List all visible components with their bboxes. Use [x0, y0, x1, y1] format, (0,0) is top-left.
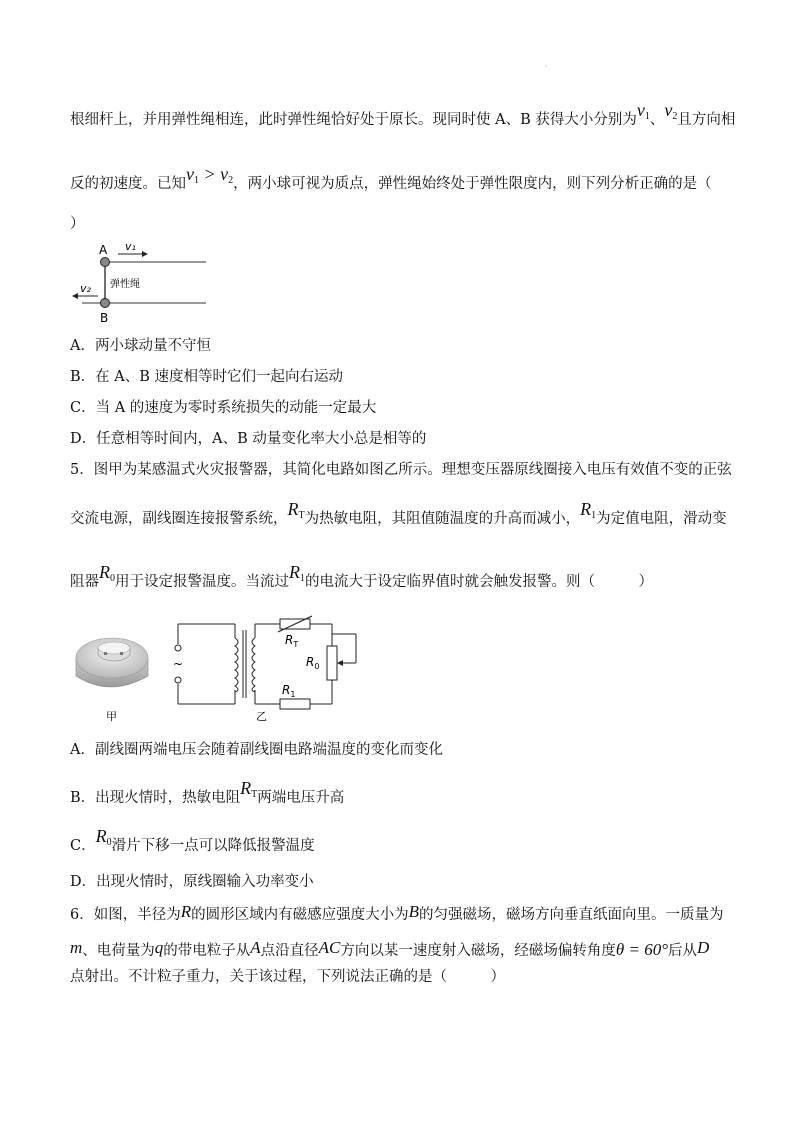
q4-stem-line-3 — [70, 214, 85, 234]
text: 阻器 — [70, 574, 99, 590]
text: 、 — [649, 112, 665, 128]
resistor-r1 — [280, 699, 310, 709]
text: 反的初速度。已知 — [70, 176, 186, 192]
figure-balls-rope — [70, 240, 220, 325]
rt-symbol: $R_T$ — [240, 778, 258, 800]
q4-option-d: D．任意相等时间内，A、B 动量变化率大小总是相等的 — [70, 431, 427, 447]
r0-symbol: $R_0$ — [95, 826, 112, 848]
q4-stem-line-2 — [70, 164, 712, 199]
d-symbol: D — [697, 938, 710, 957]
r1-symbol: $R_1$ — [580, 499, 597, 521]
q5-stem-line-2 — [70, 499, 727, 534]
text: ） — [70, 216, 85, 232]
rt-symbol: $R_T$ — [287, 499, 305, 521]
label-v2: v₂ — [80, 282, 91, 295]
ac-symbol: ~ — [173, 657, 184, 671]
theta-expression: θ = 60° — [615, 940, 669, 959]
text: 为热敏电阻，其阻值随温度的升高而减小， — [304, 511, 581, 527]
text: 滑片下移一点可以降低报警温度 — [111, 838, 315, 854]
q5-option-b — [70, 778, 345, 813]
q6-stem-line-1 — [70, 904, 724, 925]
label-r1: $R_1$ — [282, 683, 296, 699]
figure-detector-circuit — [70, 608, 370, 728]
q5-option-a: A．副线圈两端电压会随着副线圈电路端温度的变化而变化 — [70, 742, 443, 758]
q6-stem-line-2 — [70, 940, 709, 961]
text: ，两小球可视为质点，弹性绳始终处于弹性限度内，则下列分析正确的是（ — [233, 176, 712, 192]
terminal-bottom — [175, 677, 181, 683]
text: 的圆形区域内有磁感应强度大小为 — [191, 907, 409, 923]
text: 且方向相 — [677, 112, 736, 128]
a-symbol: A — [250, 938, 261, 957]
q5-option-c — [70, 826, 315, 861]
r1-symbol: $R_1$ — [289, 562, 305, 584]
caption-yi: 乙 — [256, 710, 267, 723]
text: 为定值电阻，滑动变 — [596, 511, 727, 527]
text: 方向以某一速度射入磁场，经磁场偏转角度 — [340, 943, 616, 959]
q4-option-b: B．在 A、B 速度相等时它们一起向右运动 — [70, 369, 343, 385]
terminal-top — [175, 645, 181, 651]
ball-b — [101, 299, 110, 308]
m-symbol: m — [70, 938, 83, 957]
ball-a — [101, 258, 110, 267]
q5-stem-line-1: 5．图甲为某感温式火灾报警器，其简化电路如图乙所示。理想变压器原线圈接入电压有效值不变的正弦 — [70, 462, 732, 478]
text: 点沿直径 — [260, 943, 319, 959]
v2-symbol: $v_2$ — [664, 100, 678, 122]
r0-symbol: $R_0$ — [99, 562, 115, 584]
q-symbol: q — [154, 938, 164, 957]
text: 6．如图，半径为 — [70, 907, 181, 923]
label-v1: v₁ — [125, 240, 136, 253]
label-a: A — [99, 243, 108, 257]
label-r0: $R_0$ — [306, 655, 320, 671]
text: 的匀强磁场，磁场方向垂直纸面向里。一质量为 — [419, 907, 724, 923]
q6-stem-line-3: 点射出。不计粒子重力，关于该过程，下列说法正确的是（ ） — [70, 969, 505, 985]
text: 、电荷量为 — [82, 943, 155, 959]
text: 用于设定报警温度。当流过 — [115, 574, 289, 590]
v1-symbol: $v_1$ — [636, 100, 650, 122]
text: C． — [70, 838, 96, 854]
q5-option-d: D．出现火情时，原线圈输入功率变小 — [70, 874, 314, 890]
scan-dot: · — [545, 62, 548, 71]
text: 的带电粒子从 — [163, 943, 251, 959]
q4-option-a: A．两小球动量不守恒 — [70, 338, 211, 354]
text: 交流电源，副线圈连接报警系统， — [70, 511, 288, 527]
v2-arrowhead — [72, 293, 78, 299]
text: 根细杆上，并用弹性绳相连，此时弹性绳恰好处于原长。现同时使 A、B 获得大小分别为 — [70, 112, 637, 128]
r-symbol: R — [180, 902, 192, 921]
text: B．出现火情时，热敏电阻 — [70, 790, 241, 806]
text: 两端电压升高 — [257, 790, 345, 806]
v1-arrowhead — [142, 251, 148, 257]
text: 后从 — [668, 943, 698, 959]
label-rope: 弹性绳 — [110, 279, 140, 290]
q4-option-c: C．当 A 的速度为零时系统损失的动能一定最大 — [70, 400, 377, 416]
ac-symbol: AC — [318, 938, 341, 957]
q5-stem-line-3 — [70, 562, 653, 597]
caption-jia: 甲 — [106, 710, 117, 723]
rheostat-r0 — [327, 646, 337, 680]
label-rt: $R_T$ — [285, 633, 299, 649]
primary-circuit — [178, 624, 238, 704]
q4-stem-line-1 — [70, 100, 736, 135]
slider-arrow — [337, 660, 343, 666]
label-b: B — [100, 311, 109, 325]
b-symbol: B — [408, 902, 420, 921]
inequality-expression: $v_1 > v_2$ — [186, 164, 234, 186]
smoke-detector-image — [76, 638, 148, 687]
text: 的电流大于设定临界值时就会触发报警。则（ ） — [305, 574, 653, 590]
